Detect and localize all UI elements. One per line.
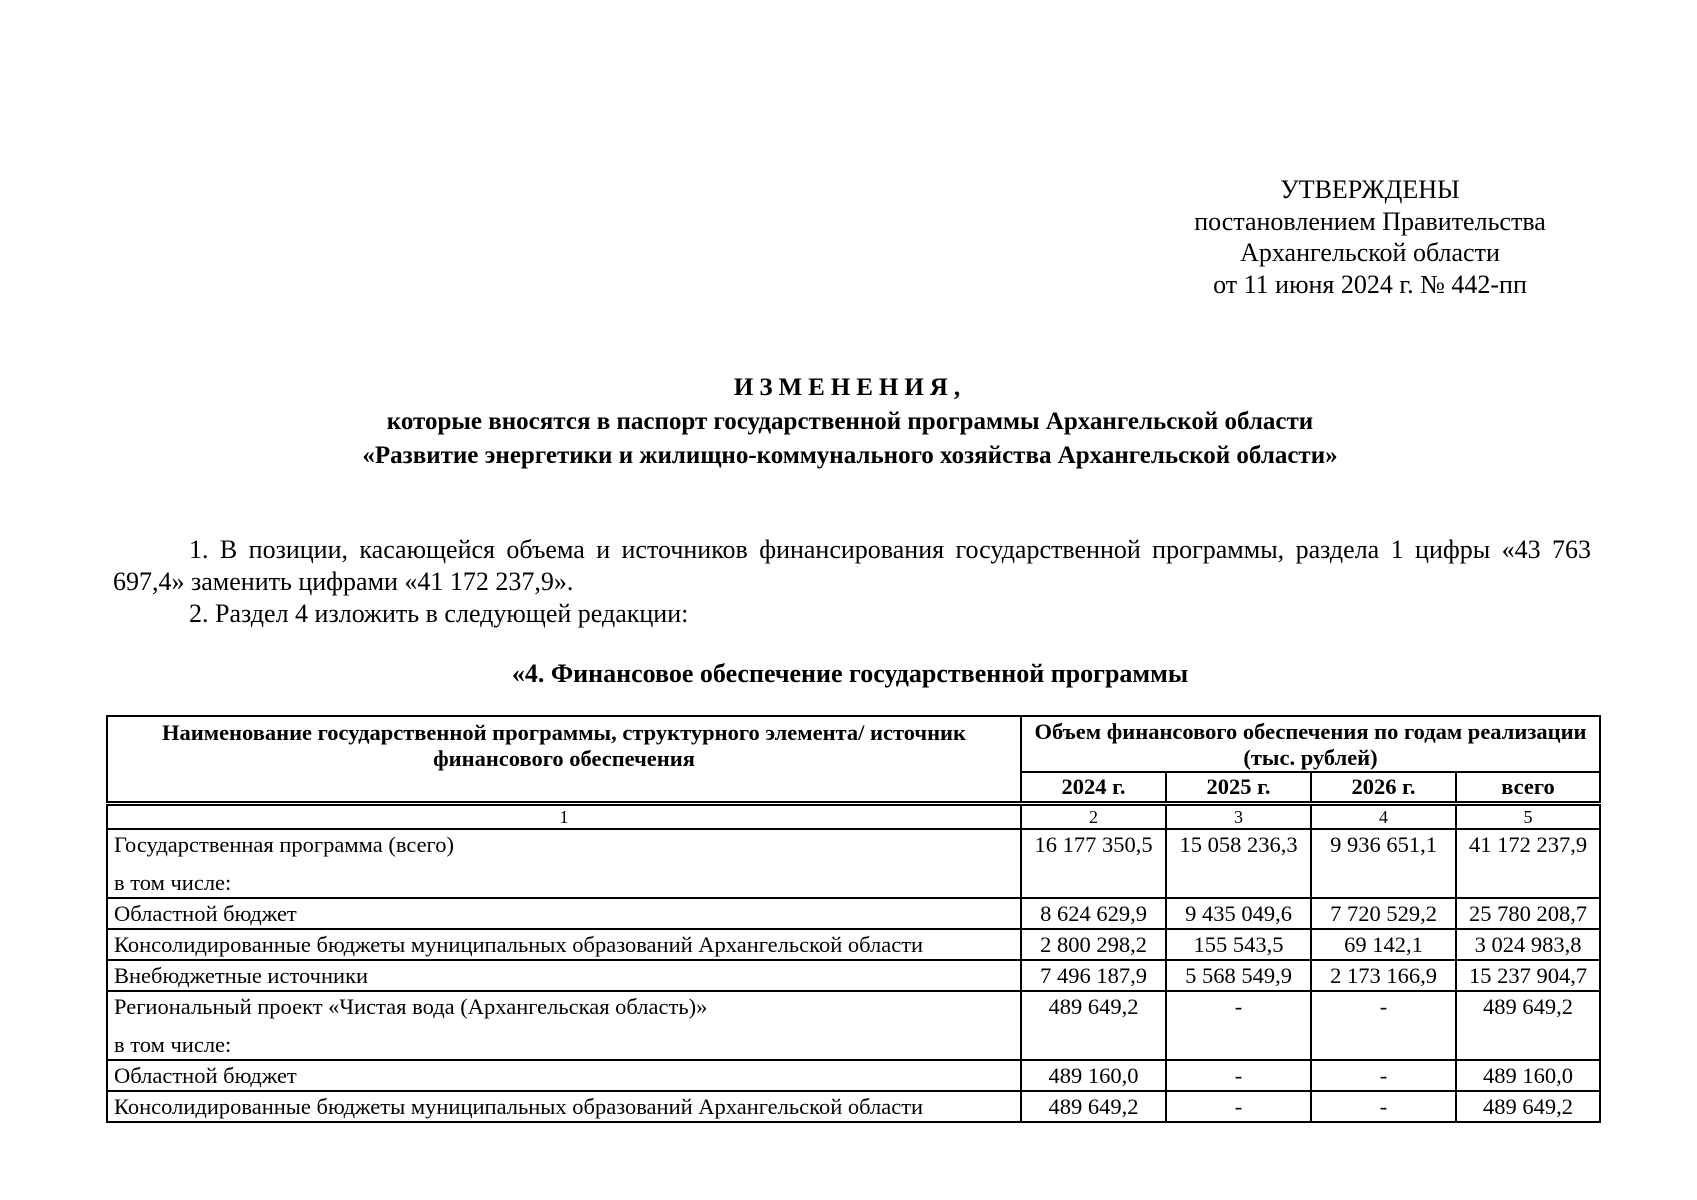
column-index-row (107, 804, 1600, 830)
row-name: Областной бюджет (107, 898, 1021, 929)
value-total: 41 172 237,9 (1456, 829, 1600, 898)
approval-line-region: Архангельской области (1240, 238, 1500, 267)
value-2024: 16 177 350,5 (1021, 829, 1166, 898)
row-subnote: в том числе: (114, 1032, 232, 1057)
value-total: 3 024 983,8 (1456, 929, 1600, 960)
table-row-program-total (107, 829, 1600, 898)
row-name: Консолидированные бюджеты муниципальных образований Архангельской области (107, 1091, 1021, 1122)
value-2026: 69 142,1 (1311, 929, 1456, 960)
approval-line-approved: УТВЕРЖДЕНЫ (1280, 175, 1460, 204)
header-year-2025: 2025 г. (1166, 772, 1311, 804)
value-2025: 9 435 049,6 (1166, 898, 1311, 929)
header-name: Наименование государственной программы, структурного элемента/ источник финансового обеспечения (107, 716, 1021, 804)
value-total: 489 160,0 (1456, 1060, 1600, 1091)
table-row-municipal-budgets (107, 929, 1600, 960)
column-index: 4 (1311, 804, 1456, 830)
approval-stamp (1140, 174, 1600, 300)
value-2026: 7 720 529,2 (1311, 898, 1456, 929)
row-name-cell (107, 829, 1021, 898)
header-volume: Объем финансового обеспечения по годам реализации (тыс. рублей) (1021, 716, 1600, 772)
paragraph-2: 2. Раздел 4 изложить в следующей редакции: (189, 599, 689, 628)
value-2026: - (1311, 1060, 1456, 1091)
value-2025: - (1166, 1060, 1311, 1091)
row-name: Областной бюджет (107, 1060, 1021, 1091)
value-2024: 8 624 629,9 (1021, 898, 1166, 929)
section-title: «4. Финансовое обеспечение государственной программы (511, 659, 1189, 688)
title-line-3: «Развитие энергетики и жилищно-коммунального хозяйства Архангельской области» (362, 442, 1338, 469)
column-index: 5 (1456, 804, 1600, 830)
value-2024: 489 160,0 (1021, 1060, 1166, 1091)
table-row-project-municipal-budgets (107, 1091, 1600, 1122)
approval-line-date: от 11 июня 2024 г. № 442-пп (1213, 269, 1527, 299)
row-name: Консолидированные бюджеты муниципальных образований Архангельской области (107, 929, 1021, 960)
financing-table (106, 715, 1601, 1123)
table-row-regional-budget (107, 898, 1600, 929)
table-row-clean-water-project (107, 991, 1600, 1060)
value-2024: 489 649,2 (1021, 1091, 1166, 1122)
header-year-2024: 2024 г. (1021, 772, 1166, 804)
column-index: 1 (107, 804, 1021, 830)
value-2025: - (1166, 991, 1311, 1060)
value-2024: 7 496 187,9 (1021, 960, 1166, 991)
column-index: 2 (1021, 804, 1166, 830)
paragraph-1: 1. В позиции, касающейся объема и источников финансирования государственной программы, раздела 1 цифры «43 763 697,4» заменить цифрами «41 172 237,9». (113, 535, 1591, 596)
row-name-cell (107, 991, 1021, 1060)
value-2025: 155 543,5 (1166, 929, 1311, 960)
approval-line-resolution: постановлением Правительства (1194, 206, 1546, 236)
value-2026: 2 173 166,9 (1311, 960, 1456, 991)
value-2025: 5 568 549,9 (1166, 960, 1311, 991)
value-2026: - (1311, 991, 1456, 1060)
document-title (100, 371, 1600, 473)
column-index: 3 (1166, 804, 1311, 830)
row-subnote: в том числе: (114, 870, 232, 895)
title-line-2: которые вносятся в паспорт государственной программы Архангельской области (386, 408, 1314, 435)
row-name: Внебюджетные источники (107, 960, 1021, 991)
value-2026: 9 936 651,1 (1311, 829, 1456, 898)
value-2024: 2 800 298,2 (1021, 929, 1166, 960)
table-row-project-regional-budget (107, 1060, 1600, 1091)
row-name: Государственная программа (всего) (114, 832, 454, 857)
value-total: 489 649,2 (1456, 991, 1600, 1060)
table-row-extrabudgetary (107, 960, 1600, 991)
row-name: Региональный проект «Чистая вода (Архангельская область)» (114, 994, 708, 1019)
title-heading: ИЗМЕНЕНИЯ, (733, 374, 967, 401)
value-2026: - (1311, 1091, 1456, 1122)
value-2024: 489 649,2 (1021, 991, 1166, 1060)
header-total: всего (1456, 772, 1600, 804)
value-2025: 15 058 236,3 (1166, 829, 1311, 898)
value-total: 15 237 904,7 (1456, 960, 1600, 991)
value-total: 25 780 208,7 (1456, 898, 1600, 929)
header-year-2026: 2026 г. (1311, 772, 1456, 804)
value-total: 489 649,2 (1456, 1091, 1600, 1122)
value-2025: - (1166, 1091, 1311, 1122)
